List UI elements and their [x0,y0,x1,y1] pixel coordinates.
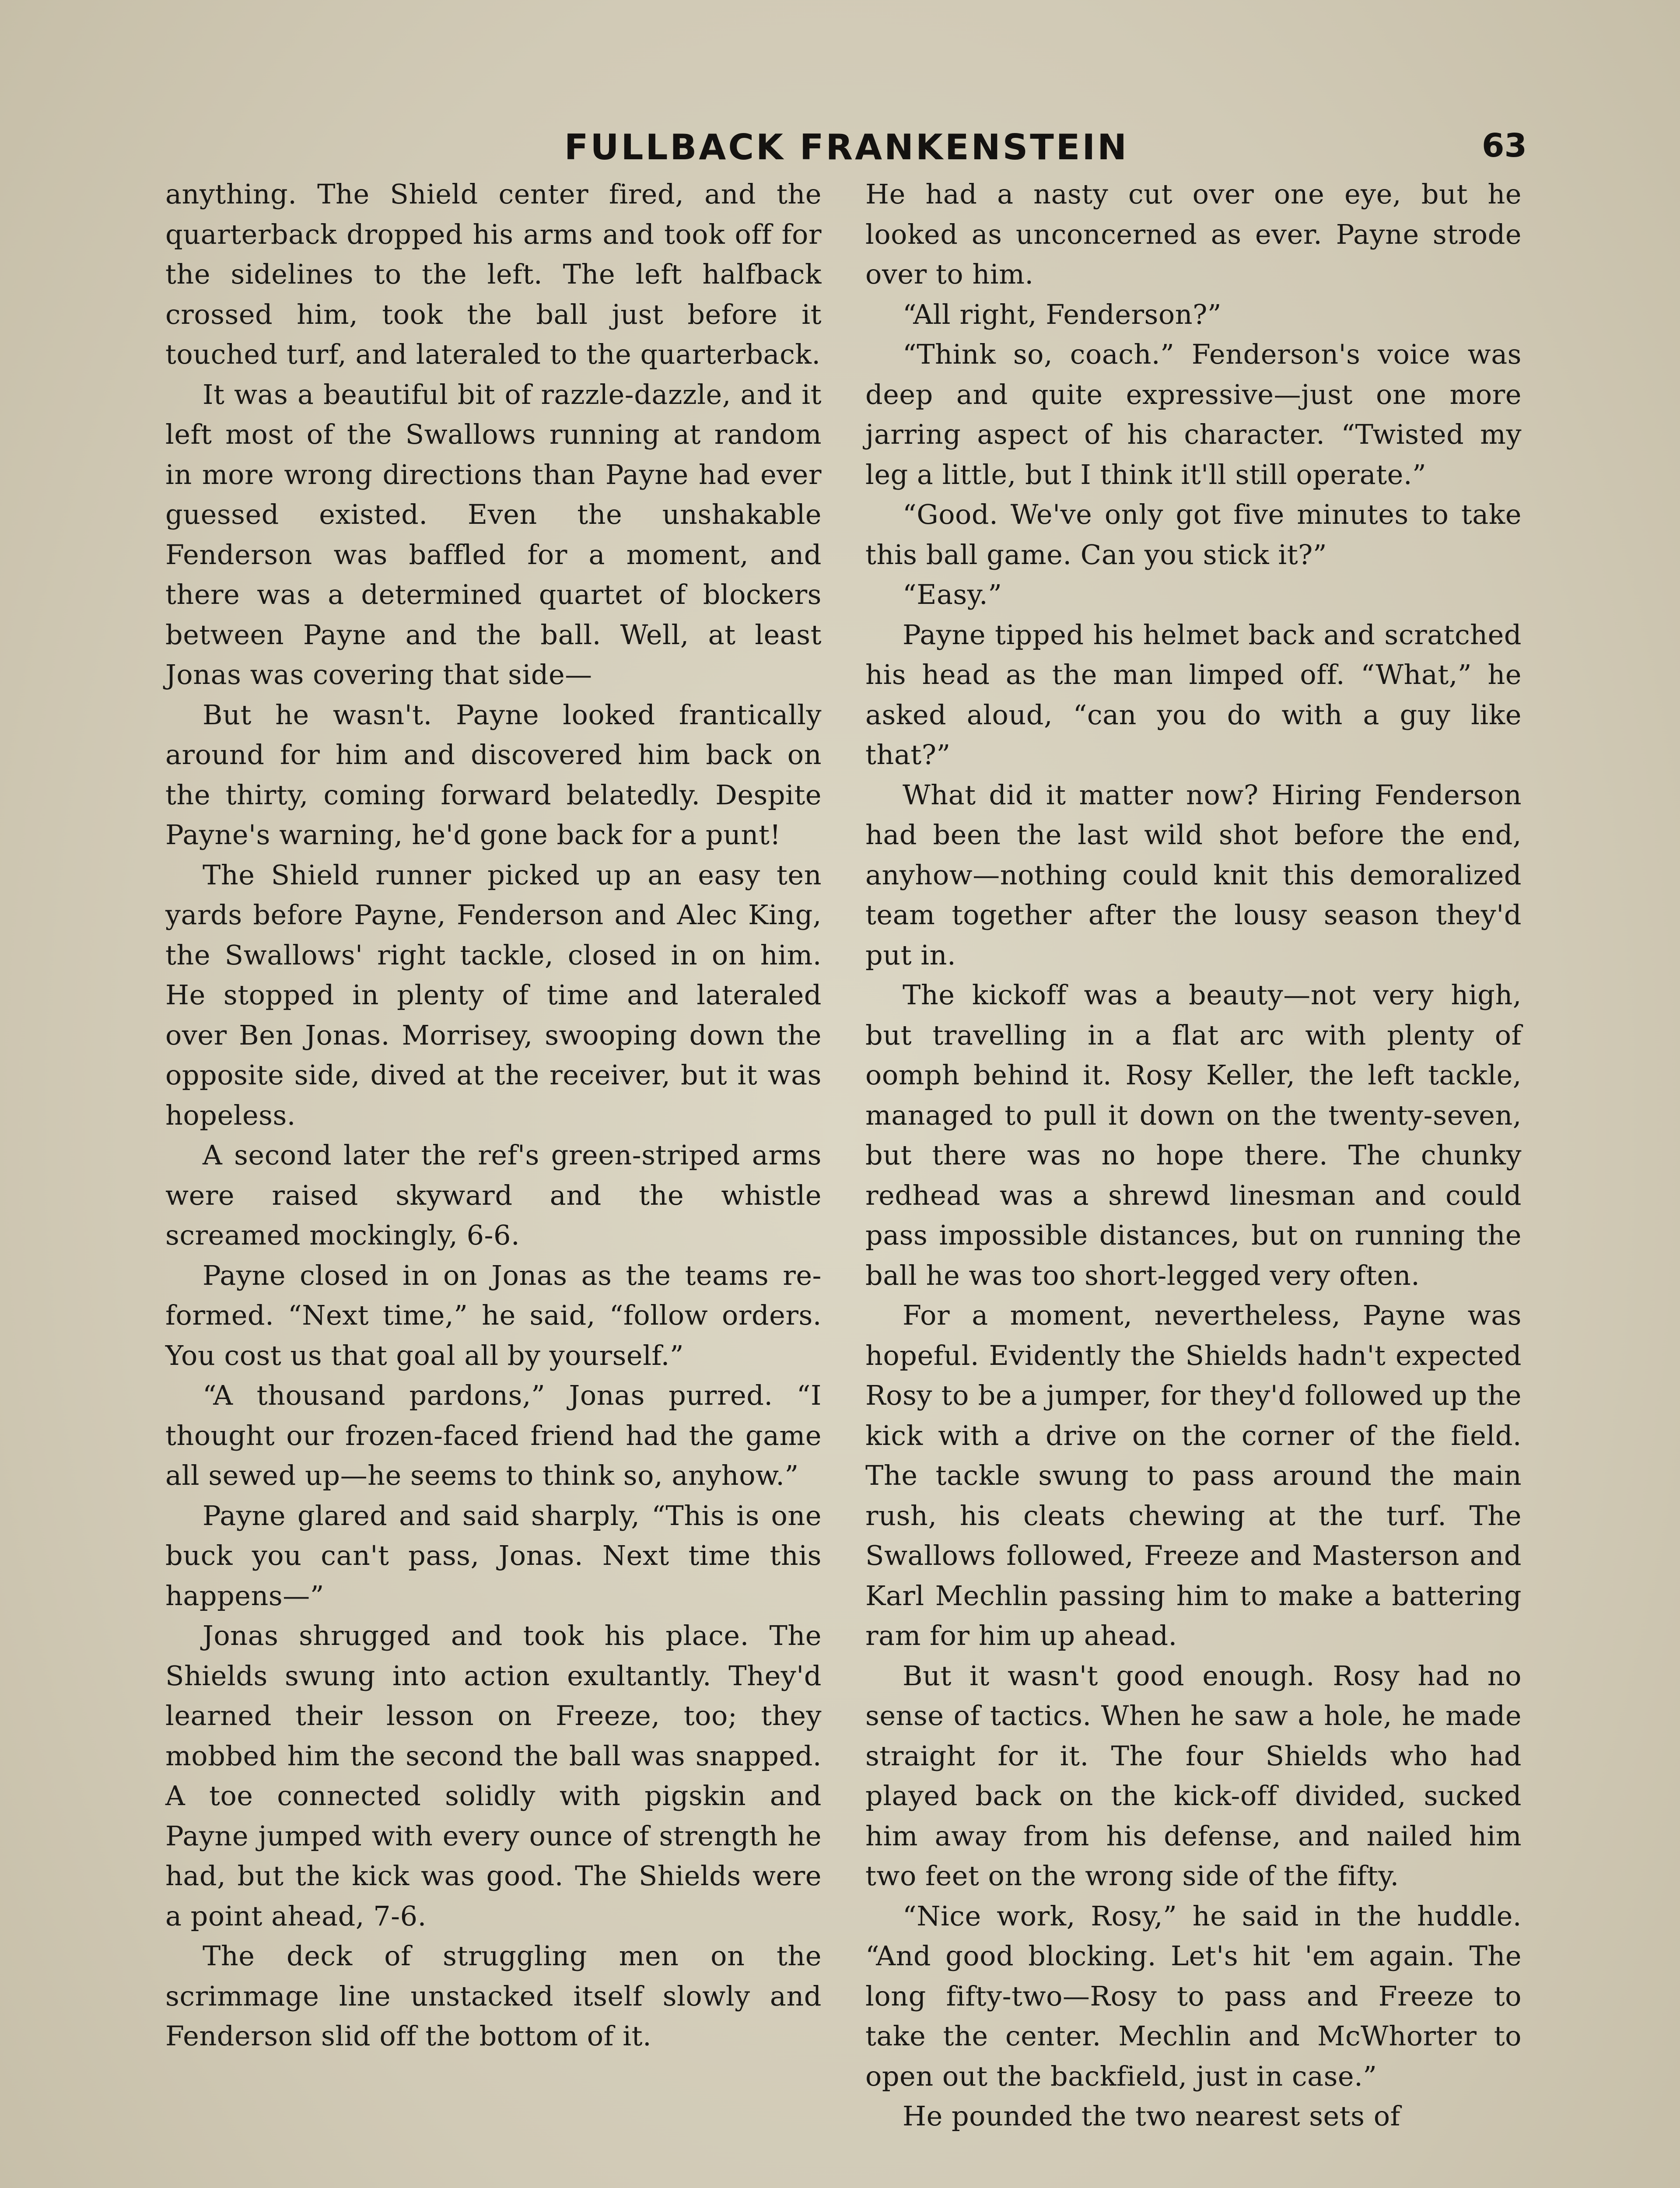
paragraph: But he wasn't. Payne looked frantically around for him and discovered him back on the thirty, coming forward belatedly. Despite Payne's warning, he'd gone back for a punt! [165,698,822,851]
paragraph: The kickoff was a beauty—not very high, but travelling in a flat arc with plenty of oomph behind it. Rosy Keller, the left tackle, managed to pull it down on the twenty-seven, but there was no hope there. The chunky redhead was a shrewd linesman and could pass impossible distances, but on running the ball he was too short-legged very often. [865,979,1522,1291]
text-column-left [165,174,822,2056]
paragraph: “All right, Fenderson?” [903,298,1222,330]
paragraph: What did it matter now? Hiring Fenderson had been the last wild shot before the end, anyhow—nothing could knit this demoralized team together after the lousy season they'd put in. [865,778,1522,971]
paragraph: It was a beautiful bit of razzle-dazzle, and it left most of the Swallows running at random in more wrong directions than Payne had ever guessed existed. Even the unshakable Fenderson was baffled for a moment, and there was a determined quartet of blockers between Payne and the ball. Well, at least Jonas was covering that side— [165,378,822,691]
paragraph: But it wasn't good enough. Rosy had no sense of tactics. When he saw a hole, he made straight for it. The four Shields who had played back on the kick-off divided, sucked him away from his defense, and nailed him two feet on the wrong side of the fifty. [865,1659,1522,1892]
paragraph: For a moment, nevertheless, Payne was hopeful. Evidently the Shields hadn't expected Rosy to be a jumper, for they'd followed up the kick with a drive on the corner of the field. The tackle swung to pass around the main rush, his cleats chewing at the turf. The Swallows followed, Freeze and Masterson and Karl Mechlin passing him to make a battering ram for him up ahead. [865,1299,1522,1652]
paragraph: The deck of struggling men on the scrimmage line unstacked itself slowly and Fenderson slid off the bottom of it. [165,1940,822,2052]
paragraph: Payne tipped his helmet back and scratched his head as the man limped off. “What,” he asked aloud, “can you do with a guy like that?” [865,618,1522,771]
paragraph: Payne glared and said sharply, “This is one buck you can't pass, Jonas. Next time this happens—” [165,1499,822,1612]
paragraph: “Nice work, Rosy,” he said in the huddle. “And good blocking. Let's hit 'em again. The long fifty-two—Rosy to pass and Freeze to take the center. Mechlin and McWhorter to open out the backfield, just in case.” [865,1900,1522,2092]
page-title: FULLBACK FRANKENSTEIN [564,127,1129,168]
page-number: 63 [1482,127,1527,165]
paragraph: He had a nasty cut over one eye, but he looked as unconcerned as ever. Payne strode over to him. [865,178,1522,290]
text-column-right [865,174,1522,2136]
paragraph: “Think so, coach.” Fenderson's voice was deep and quite expressive—just one more jarring aspect of his character. “Twisted my leg a little, but I think it'll still operate.” [865,338,1522,491]
paragraph: Jonas shrugged and took his place. The Shields swung into action exultantly. They'd learned their lesson on Freeze, too; they mobbed him the second the ball was snapped. A toe connected solidly with pigskin and Payne jumped with every ounce of strength he had, but the kick was good. The Shields were a point ahead, 7-6. [165,1620,822,1932]
paragraph: anything. The Shield center fired, and the quarterback dropped his arms and took off for the sidelines to the left. The left halfback crossed him, took the ball just before it touched turf, and lateraled to the quarterback. [165,178,822,370]
paragraph: Payne closed in on Jonas as the teams re-formed. “Next time,” he said, “follow orders. You cost us that goal all by yourself.” [165,1259,822,1371]
running-header [166,127,1527,179]
paragraph: “Good. We've only got five minutes to take this ball game. Can you stick it?” [865,498,1522,571]
paragraph: A second later the ref's green-striped arms were raised skyward and the whistle screamed mockingly, 6-6. [165,1139,822,1251]
paragraph: The Shield runner picked up an easy ten yards before Payne, Fenderson and Alec King, the Swallows' right tackle, closed in on him. He stopped in plenty of time and lateraled over Ben Jonas. Morrisey, swooping down the opposite side, dived at the receiver, but it was hopeless. [165,859,822,1131]
paragraph: “Easy.” [903,579,1002,610]
paragraph: He pounded the two nearest sets of [903,2100,1400,2132]
paragraph: “A thousand pardons,” Jonas purred. “I thought our frozen-faced friend had the game all sewed up—he seems to think so, anyhow.” [165,1379,822,1491]
